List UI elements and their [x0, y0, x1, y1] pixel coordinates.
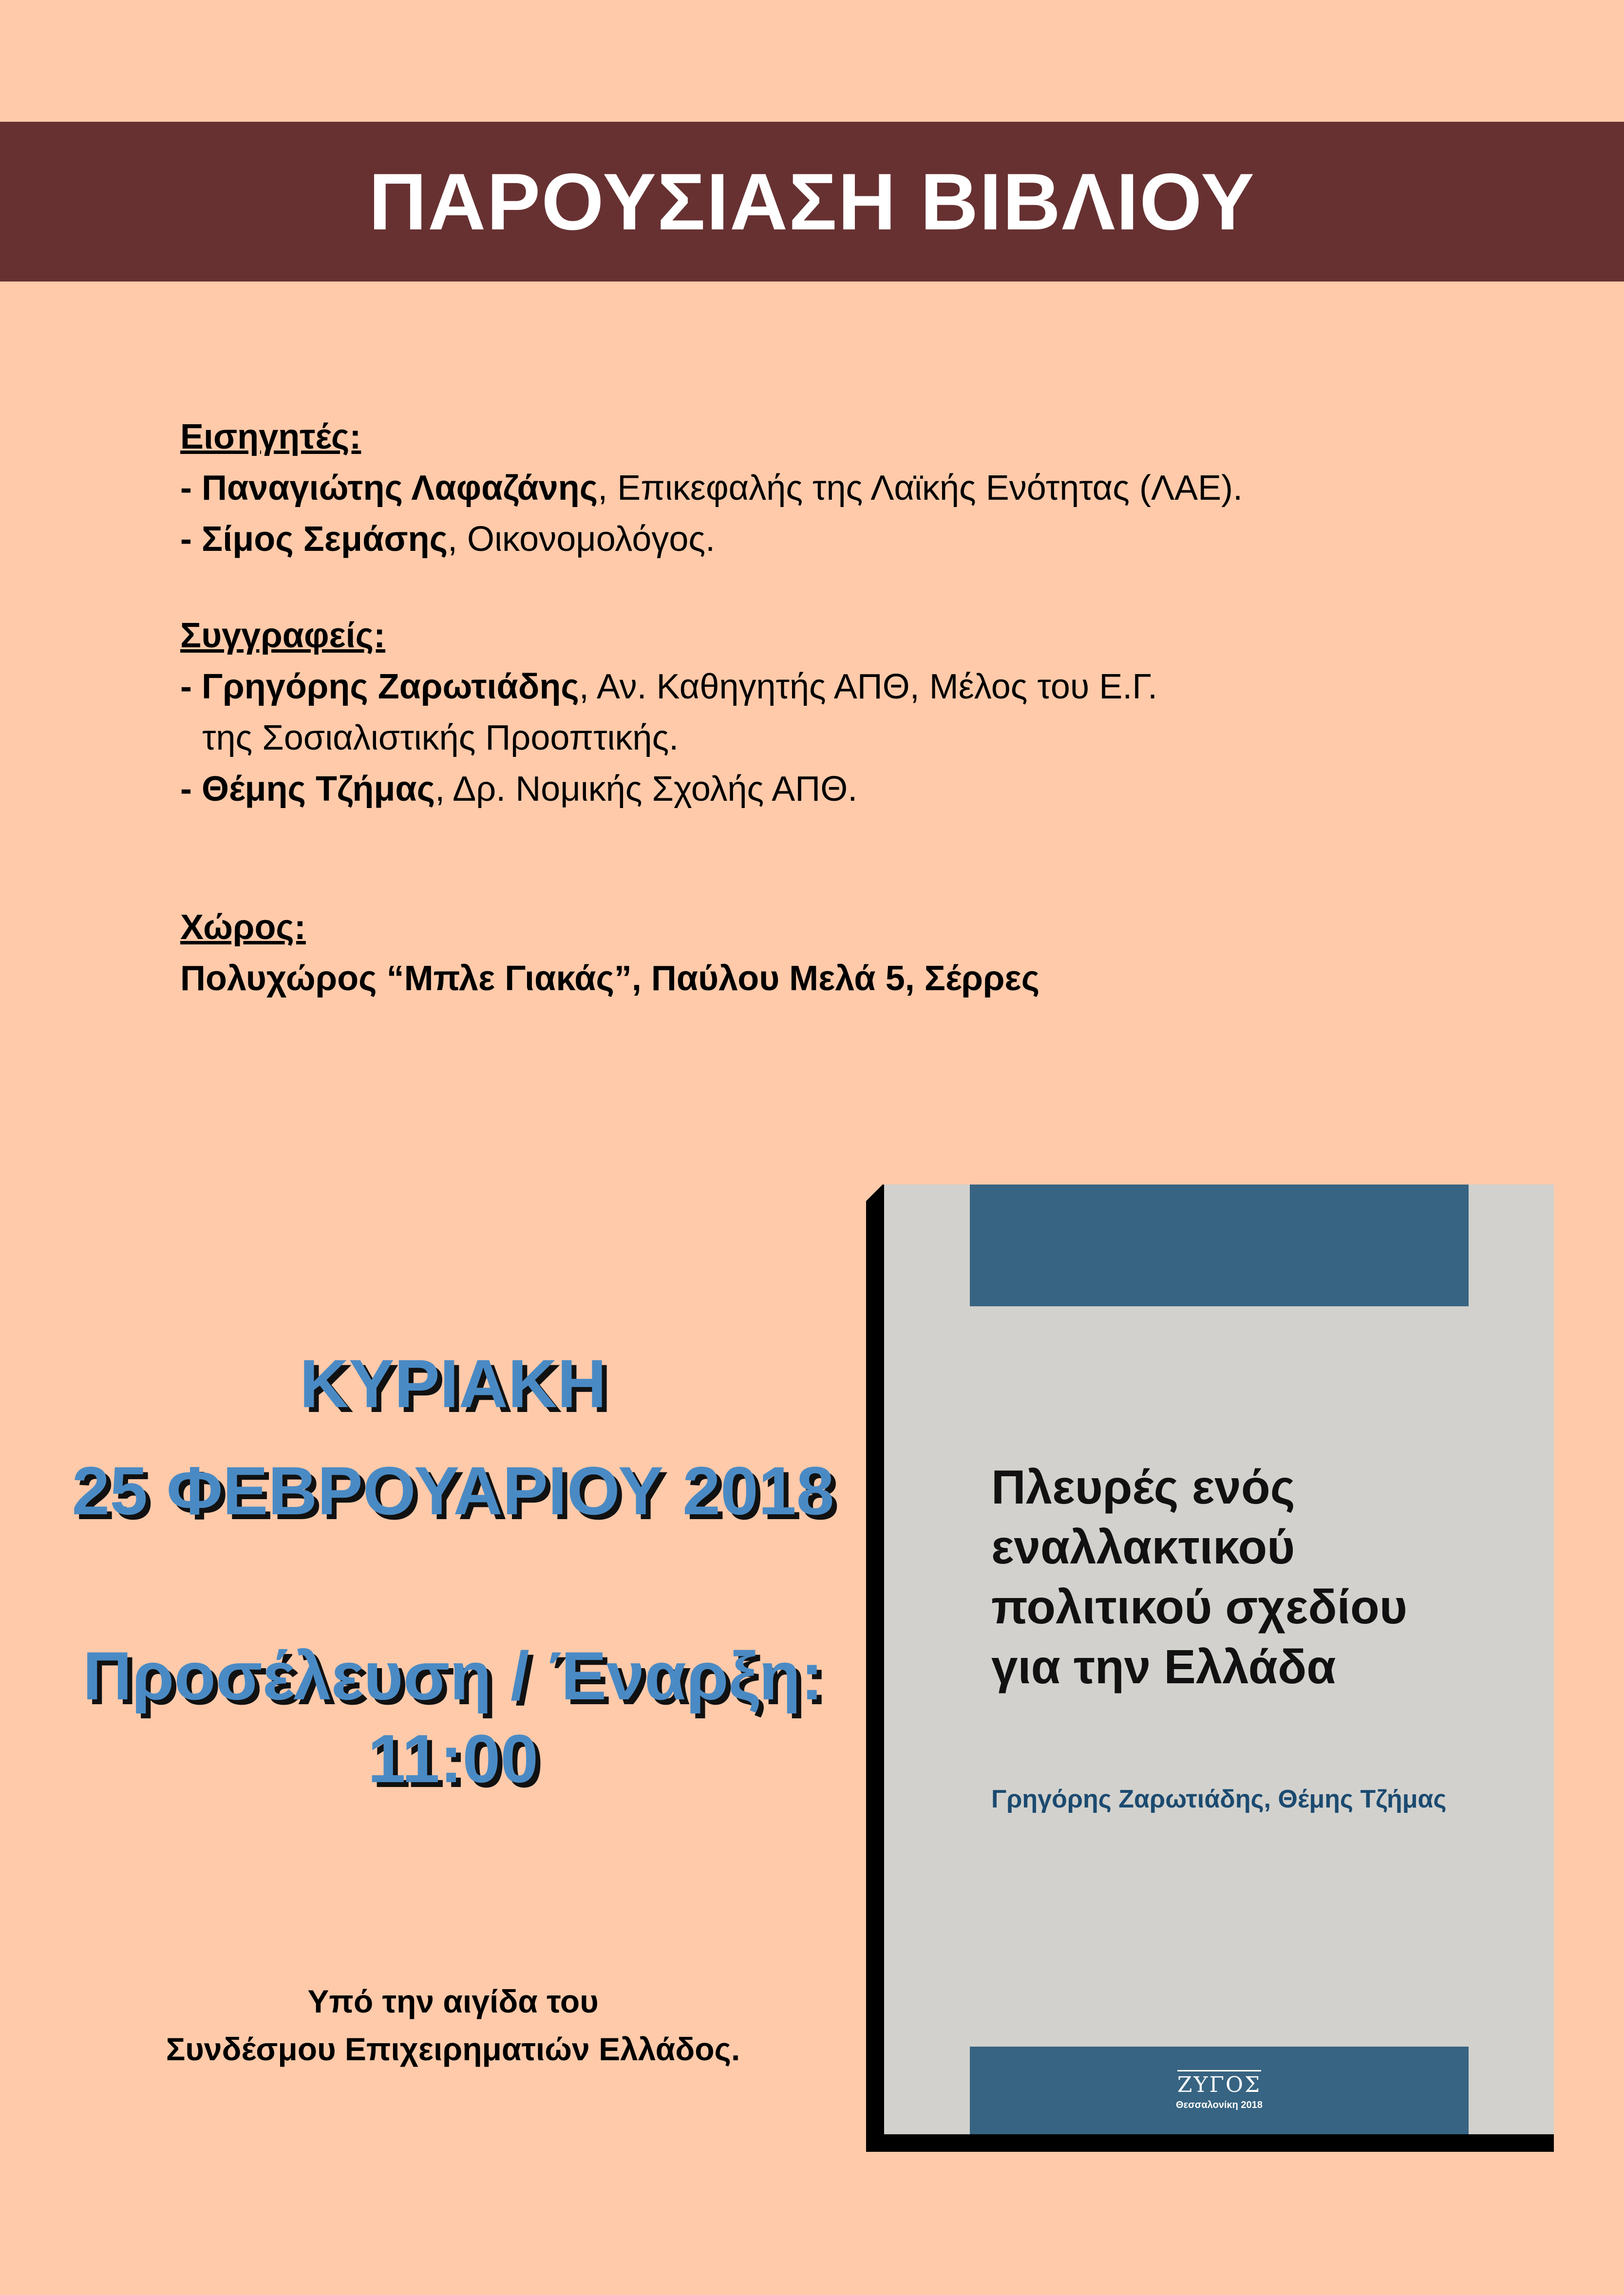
- event-day: ΚΥΡΙΑΚΗ: [299, 1345, 607, 1422]
- aegis-note: [0, 1977, 906, 2073]
- book-bottom-band: [970, 2047, 1469, 2134]
- author-item: [180, 764, 1157, 815]
- aegis-line: Συνδέσμου Επιχειρηματιών Ελλάδος.: [166, 2031, 740, 2067]
- author-item: [180, 661, 1157, 713]
- event-date: 25 ΦΕΒΡΟΥΑΡΙΟΥ 2018: [72, 1452, 834, 1529]
- venue-section: [180, 902, 1039, 1004]
- speaker-name: - Σίμος Σεμάσης: [180, 520, 448, 559]
- speakers-heading: Εισηγητές:: [180, 417, 361, 456]
- book-title-line: Πλευρές ενός: [991, 1460, 1295, 1514]
- page-title: ΠΑΡΟΥΣΙΑΣΗ ΒΙΒΛΙΟΥ: [368, 156, 1256, 246]
- publisher-logo: ΖΥΓΟΣ: [1177, 2070, 1261, 2097]
- author-name: - Θέμης Τζήμας: [180, 770, 435, 809]
- event-time: 11:00: [367, 1720, 539, 1797]
- speakers-section: [180, 412, 1243, 565]
- event-time-label: Προσέλευση / Έναρξη:: [82, 1637, 824, 1714]
- book-top-band: [970, 1185, 1469, 1306]
- book-title-line: για την Ελλάδα: [991, 1640, 1336, 1693]
- authors-section: [180, 610, 1157, 815]
- book-cover: [884, 1185, 1554, 2134]
- aegis-line: Υπό την αιγίδα του: [307, 1983, 599, 2019]
- publisher-city: Θεσσαλονίκη 2018: [1176, 2100, 1263, 2110]
- authors-heading: Συγγραφείς:: [180, 616, 386, 655]
- venue-heading: Χώρος:: [180, 908, 306, 947]
- book-authors: Γρηγόρης Ζαρωτιάδης, Θέμης Τζήμας: [991, 1785, 1447, 1813]
- author-name: - Γρηγόρης Ζαρωτιάδης: [180, 667, 579, 706]
- author-desc-continued: της Σοσιαλιστικής Προοπτικής.: [202, 718, 679, 757]
- speaker-desc: , Επικεφαλής της Λαϊκής Ενότητας (ΛΑΕ).: [598, 469, 1243, 508]
- speaker-item: [180, 463, 1243, 514]
- speaker-name: - Παναγιώτης Λαφαζάνης: [180, 469, 598, 508]
- author-desc: , Αν. Καθηγητής ΑΠΘ, Μέλος του Ε.Γ.: [579, 667, 1158, 706]
- author-desc: , Δρ. Νομικής Σχολής ΑΠΘ.: [435, 770, 858, 809]
- book-title-line: πολιτικού σχεδίου: [991, 1580, 1407, 1634]
- speaker-desc: , Οικονομολόγος.: [448, 520, 716, 559]
- venue-text: Πολυχώρος “Μπλε Γιακάς”, Παύλου Μελά 5, Σέρρες: [180, 959, 1040, 998]
- speaker-item: [180, 514, 1243, 565]
- book-title-line: εναλλακτικού: [991, 1520, 1295, 1574]
- header-banner: [0, 122, 1624, 282]
- book-title: [991, 1457, 1527, 1697]
